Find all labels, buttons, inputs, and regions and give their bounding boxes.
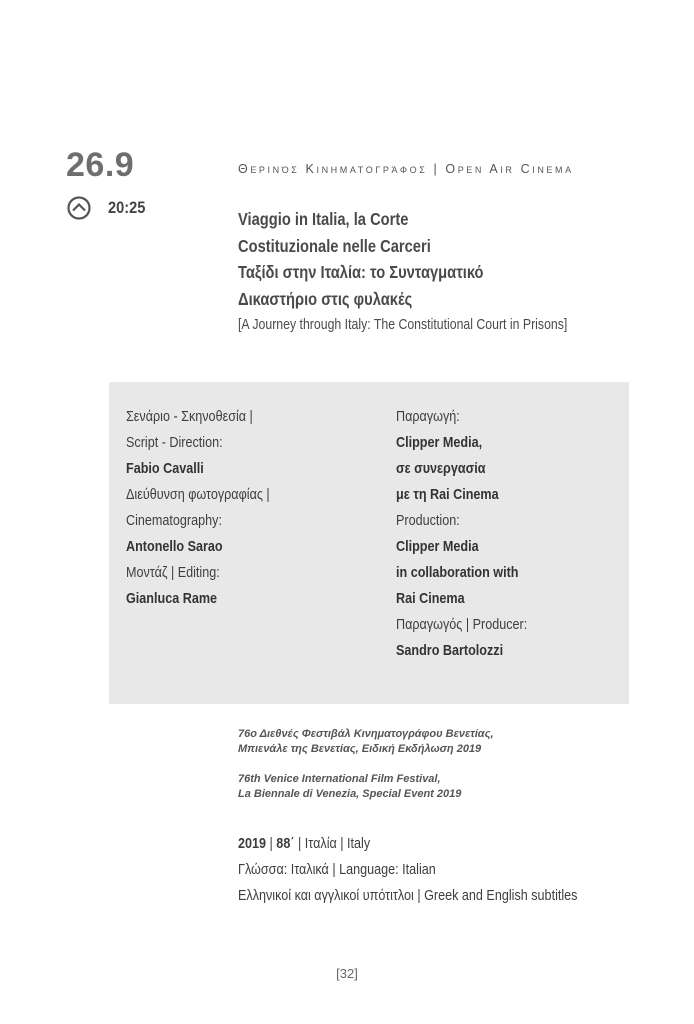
credit-role: Σενάριο - Σκηνοθεσία | xyxy=(126,408,253,425)
festival-line: 76th Venice International Film Festival, xyxy=(238,773,441,785)
info-language: Γλώσσα: Ιταλικά | Language: Italian xyxy=(238,861,436,878)
title-line: Costituzionale nelle Carceri xyxy=(238,235,431,256)
title-english: [A Journey through Italy: The Constitutional Court in Prisons] xyxy=(238,316,568,333)
page-number: [32] xyxy=(336,966,358,981)
title-line: Ταξίδι στην Ιταλία: το Συνταγματικό xyxy=(238,262,484,282)
credit-role: Παραγωγή: xyxy=(396,408,460,425)
clock-icon xyxy=(67,196,91,220)
credit-name: με τη Rai Cinema xyxy=(396,486,499,503)
credit-role: Production: xyxy=(396,512,460,529)
festival-line: La Biennale di Venezia, Special Event 2019 xyxy=(238,788,462,800)
info-subtitles: Ελληνικοί και αγγλικοί υπότιτλοι | Greek and English subtitles xyxy=(238,887,578,904)
credit-role: Μοντάζ | Editing: xyxy=(126,564,220,581)
credit-name: Rai Cinema xyxy=(396,590,465,607)
credits-left-column xyxy=(126,404,297,612)
info-year: 2019 xyxy=(238,835,267,852)
credit-name: Clipper Media, xyxy=(396,434,483,451)
info-country: | Ιταλία | Italy xyxy=(294,835,371,852)
festival-note xyxy=(238,727,494,802)
festival-line: 76ο Διεθνές Φεστιβάλ Κινηματογράφου Βενετίας, xyxy=(238,728,494,740)
screening-date: 26.9 xyxy=(66,146,135,184)
info-duration: 88΄ xyxy=(276,835,295,852)
credit-name: Clipper Media xyxy=(396,538,479,555)
film-title xyxy=(238,206,658,336)
credit-role: Script - Direction: xyxy=(126,434,223,451)
credit-name: Antonello Sarao xyxy=(126,538,223,555)
credit-name: in collaboration with xyxy=(396,564,519,581)
film-info xyxy=(238,831,642,909)
credit-name: Fabio Cavalli xyxy=(126,460,204,477)
credits-right-column xyxy=(396,404,552,664)
credit-name: σε συνεργασία xyxy=(396,460,486,477)
credit-role: Παραγωγός | Producer: xyxy=(396,616,528,633)
screening-time: 20:25 xyxy=(108,198,146,217)
festival-line: Μπιενάλε της Βενετίας, Ειδική Εκδήλωση 2019 xyxy=(238,743,482,755)
credit-role: Διεύθυνση φωτογραφίας | xyxy=(126,486,270,503)
title-line: Viaggio in Italia, la Corte xyxy=(238,209,409,229)
info-year-row xyxy=(238,831,577,857)
info-separator: | xyxy=(266,835,277,852)
credit-role: Cinematography: xyxy=(126,512,222,529)
credits-box xyxy=(109,382,629,704)
credit-name: Gianluca Rame xyxy=(126,590,218,607)
section-label xyxy=(238,162,574,176)
credit-name: Sandro Bartolozzi xyxy=(396,642,504,659)
section-label-text: Θερινός Κινηματογράφος | Open Air Cinema xyxy=(238,162,574,176)
title-line: Δικαστήριο στις φυλακές xyxy=(238,288,413,309)
